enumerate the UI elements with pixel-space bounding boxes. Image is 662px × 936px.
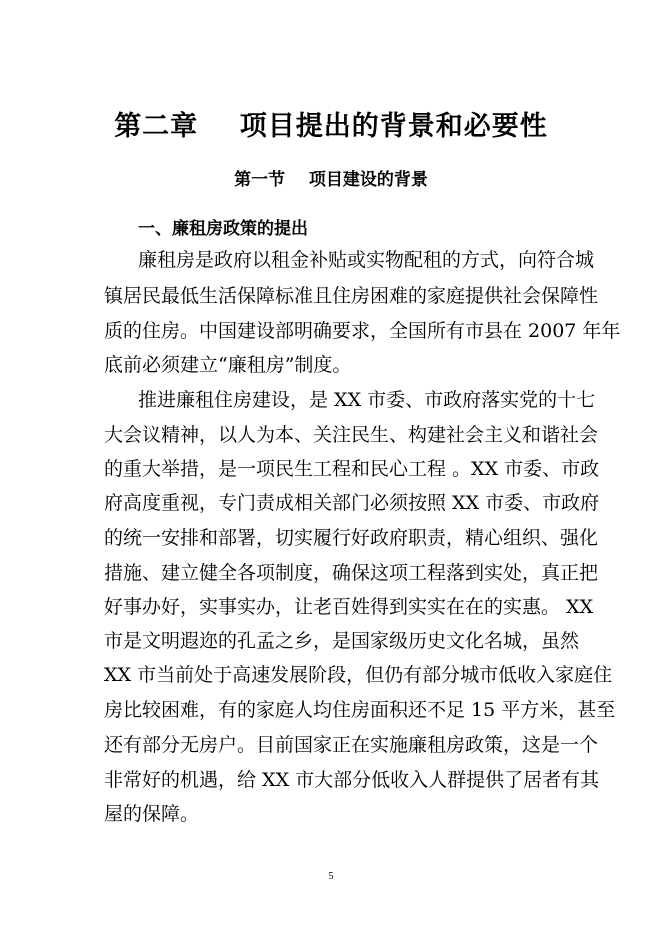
chapter-title: 第二章 项目提出的背景和必要性	[114, 111, 548, 142]
paragraph-line: 的统一安排和部署，切实履行好政府职责，精心组织、强化	[104, 527, 599, 549]
paragraph-line: 非常好的机遇，给 XX 市大部分低收入人群提供了居者有其	[104, 769, 600, 791]
paragraph-line: 好事办好，实事实办，让老百姓得到实实在在的实惠。 XX	[104, 596, 594, 618]
section-title: 第一节 项目建设的背景	[234, 170, 428, 190]
paragraph-line: 府高度重视，专门责成相关部门必须按照 XX 市委、市政府	[104, 492, 600, 514]
paragraph-line: 推进廉租住房建设，是 XX 市委、市政府落实党的十七	[138, 389, 596, 411]
paragraph-line: 的重大举措，是一项民生工程和民心工程 。XX 市委、市政	[104, 458, 600, 480]
paragraph-line: 房比较困难，有的家庭人均住房面积还不足 15 平方米，甚至	[104, 699, 616, 721]
paragraph-line: 镇居民最低生活保障标准且住房困难的家庭提供社会保障性	[104, 285, 599, 307]
subsection-title: 一、廉租房政策的提出	[138, 219, 308, 239]
paragraph-line: 还有部分无房户。目前国家正在实施廉租房政策，这是一个	[104, 734, 599, 756]
paragraph-line: 廉租房是政府以租金补贴或实物配租的方式，向符合城	[138, 249, 595, 271]
paragraph-line: 底前必须建立“廉租房”制度。	[104, 354, 352, 376]
page-number: 5	[328, 871, 334, 882]
paragraph-line: 大会议精神，以人为本、关注民生、构建社会主义和谐社会	[104, 424, 599, 446]
paragraph-line: 市是文明遐迩的孔孟之乡，是国家级历史文化名城，虽然	[104, 630, 580, 652]
paragraph-line: 屋的保障。	[104, 803, 200, 825]
paragraph-line: 措施、建立健全各项制度，确保这项工程落到实处，真正把	[104, 562, 599, 584]
paragraph-line: 质的住房。中国建设部明确要求，全国所有市县在 2007 年年	[104, 320, 621, 342]
paragraph-line: XX 市当前处于高速发展阶段，但仍有部分城市低收入家庭住	[104, 664, 613, 686]
